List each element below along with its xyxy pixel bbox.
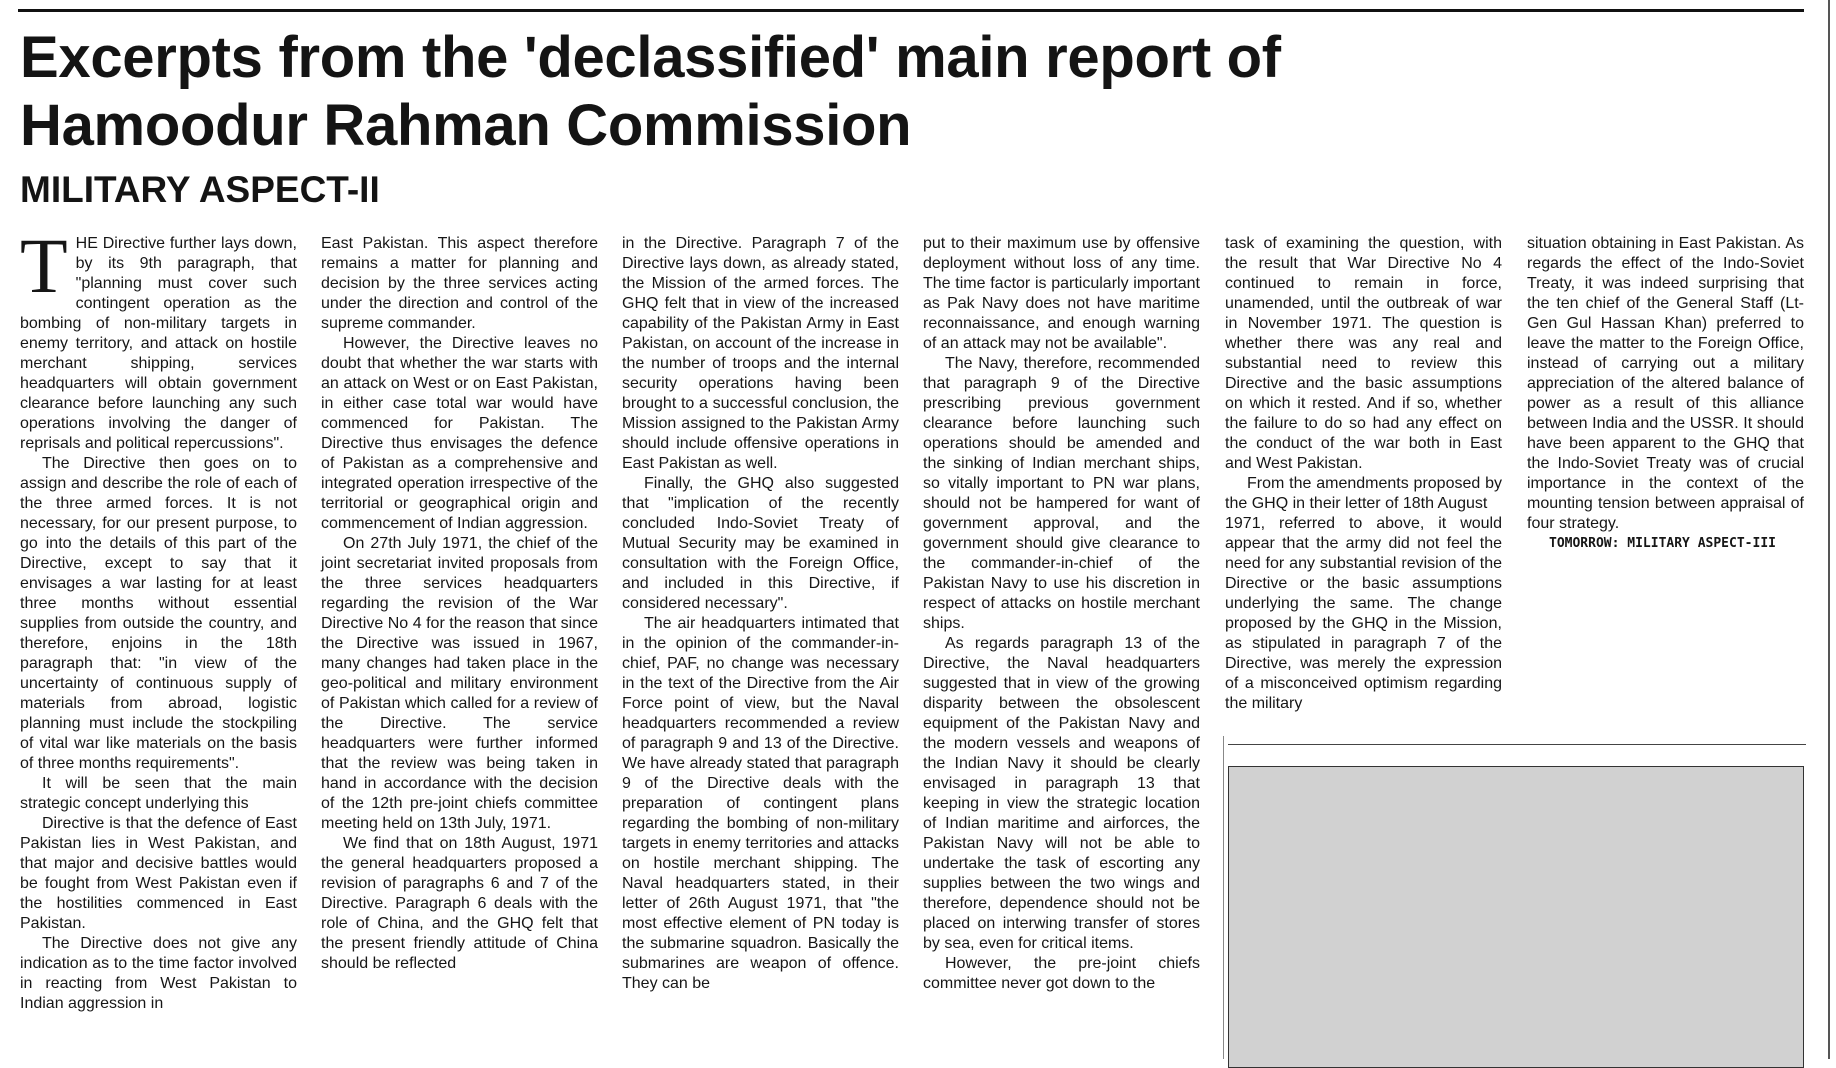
paragraph: put to their maximum use by offensive deployment without loss of any time. The time factor is particularly important as Pak Navy does not have maritime reconnaissance, and enough warning of an attack may not be available". [923,235,1200,352]
article-column-4 [923,234,1200,994]
paragraph: 1971, referred to above, it would appear that the army did not feel the need for any substantial revision of the Directive or the basic assumptions underlying the same. The change proposed by the GHQ in the Mission, as stipulated in paragraph 7 of the Directive, was merely the expression of a misconceived optimism regarding the military [1225,515,1502,712]
article-column-3 [622,234,899,994]
paragraph: As regards paragraph 13 of the Directive, the Naval headquarters suggested that in view of the growing disparity between the obsolescent equipment of the Pakistan Navy and the modern vessels and weapons of the Indian Navy it should be clearly envisaged in paragraph 13 that keeping in view the strategic location of Indian maritime and airforces, the Pakistan Navy will not be able to undertake the task of escorting any supplies between the two wings and therefore, dependence should not be placed on interwing transfer of stores by sea, even for critical items. [923,635,1200,952]
paragraph: Finally, the GHQ also suggested that "implication of the recently concluded Indo-Soviet Treaty of Mutual Security may be examined in consultation with the Foreign Office, and included in this Directive, if considered necessary". [622,475,899,612]
image-placeholder [1228,766,1804,1068]
column-divider [1223,736,1224,1059]
paragraph: On 27th July 1971, the chief of the joint secretariat invited proposals from the three services headquarters regarding the revision of the War Directive No 4 for the reason that since the Directive was issued in 1967, many changes had taken place in the geo-political and military environment of Pakistan which called for a review of the Directive. The service headquarters were further informed that the review was being taken in hand in accordance with the decision of the 12th pre-joint chiefs committee meeting held on 13th July, 1971. [321,535,598,832]
article-column-2 [321,234,598,974]
article-column-1 [20,222,297,1014]
paragraph: The Directive does not give any indication as to the time factor involved in reacting from West Pakistan to Indian aggression in [20,935,297,1012]
paragraph: Directive is that the defence of East Pakistan lies in West Pakistan, and that major and decisive battles would be fought from West Pakistan even if the hostilities commenced in East Pakistan. [20,815,297,932]
headline: Excerpts from the 'declassified' main report of Hamoodur Rahman Commission [20,25,1281,158]
top-rule [18,9,1804,12]
article-column-5 [1225,234,1502,714]
paragraph: THE Directive further lays down, by its 9th paragraph, that "planning must cover such contingent operation as the bombing of non-military targets in enemy territory, and attack on hostile merchant shipping, services headquarters will obtain government clearance before launching any such operations involving the danger of reprisals and political repercussions". [20,222,297,452]
paragraph: From the amendments proposed by the GHQ in their letter of 18th August [1225,475,1502,512]
paragraph: The Directive then goes on to assign and describe the role of each of the three armed forces. It is not necessary, for our present purpose, to go into the details of this part of the Directive, except to say that it envisages a war lasting for at least three months without essential supplies from outside the country, and therefore, enjoins in the 18th paragraph that: "in view of the uncertainty of continuous supply of materials from abroad, logistic planning must include the stockpiling of vital war like materials on the basis of three months requirements". [20,455,297,772]
paragraph: task of examining the question, with the result that War Directive No 4 continued to remain in force, unamended, until the outbreak of war in November 1971. The question is whether there was any real and substantial need to review this Directive and the basic assumptions on which it rested. And if so, whether the failure to do so had any effect on the conduct of the war both in East and West Pakistan. [1225,235,1502,472]
paragraph: However, the pre-joint chiefs committee never got down to the [923,955,1200,992]
article-column-6 [1527,234,1804,554]
paragraph: The air headquarters intimated that in the opinion of the commander-in-chief, PAF, no change was necessary in the text of the Directive from the Air Force point of view, but the Naval headquarters recommended a review of paragraph 9 and 13 of the Directive. We have already stated that paragraph 9 of the Directive deals with the preparation of contingent plans regarding the bombing of non-military targets in enemy territories and attacks on hostile merchant shipping. The Naval headquarters stated, in their letter of 26th August 1971, that "the most effective element of PN today is the submarine squadron. Basically the submarines are weapon of offence. They can be [622,615,899,992]
paragraph: The Navy, therefore, recommended that paragraph 9 of the Directive prescribing previous government clearance before launching such operations should be amended and the sinking of Indian merchant ships, so vitally important to PN war plans, should not be hampered for want of government approval, and the government should give clearance to the commander-in-chief of the Pakistan Navy to use his discretion in respect of attacks on hostile merchant ships. [923,355,1200,632]
box-divider [1228,744,1806,745]
page-edge [1828,0,1830,1059]
paragraph: in the Directive. Paragraph 7 of the Directive lays down, as already stated, the Mission of the armed forces. The GHQ felt that in view of the increased capability of the Pakistan Army in East Pakistan, on account of the increase in the number of troops and the internal security operations having been brought to a successful conclusion, the Mission assigned to the Pakistan Army should include offensive operations in East Pakistan as well. [622,235,899,472]
tomorrow-teaser: TOMORROW: MILITARY ASPECT-III [1549,536,1776,551]
paragraph: situation obtaining in East Pakistan. As regards the effect of the Indo-Soviet Treaty, it was indeed surprising that the ten chief of the General Staff (Lt-Gen Gul Hassan Khan) preferred to leave the matter to the Foreign Office, instead of carrying out a military appreciation of the altered balance of power as a result of this alliance between India and the USSR. It should have been apparent to the GHQ that the Indo-Soviet Treaty was of crucial importance in the context of the mounting tension between appraisal of four strategy. [1527,235,1804,532]
subhead: MILITARY ASPECT-II [20,169,380,210]
paragraph: We find that on 18th August, 1971 the general headquarters proposed a revision of paragraphs 6 and 7 of the Directive. Paragraph 6 deals with the role of China, and the GHQ felt that the present friendly attitude of China should be reflected [321,835,598,972]
paragraph: However, the Directive leaves no doubt that whether the war starts with an attack on West or on East Pakistan, in either case total war would have commenced for Pakistan. The Directive thus envisages the defence of Pakistan as a comprehensive and integrated operation irrespective of the territorial or geographical origin and commencement of Indian aggression. [321,335,598,532]
paragraph: It will be seen that the main strategic concept underlying this [20,775,297,812]
drop-cap: T [20,222,68,309]
paragraph: East Pakistan. This aspect therefore remains a matter for planning and decision by the three services acting under the direction and control of the supreme commander. [321,235,598,332]
